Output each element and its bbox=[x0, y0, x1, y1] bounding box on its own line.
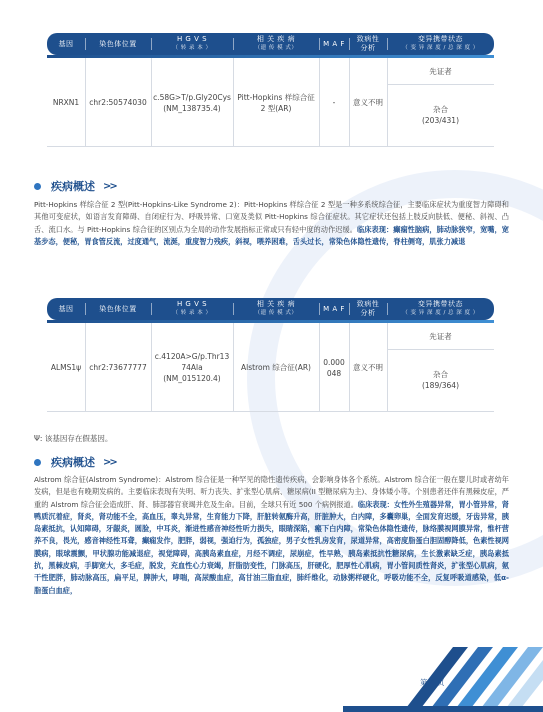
double-chevron-icon: >> bbox=[103, 180, 116, 192]
table-row-1 bbox=[47, 58, 494, 147]
header-gene: 基因 bbox=[58, 304, 74, 313]
row2-pathogenicity: 意义不明 bbox=[353, 363, 383, 372]
header-hgvs: H G V S （ 转 录 本 ） bbox=[172, 35, 212, 51]
header-hgvs: H G V S （ 转 录 本 ） bbox=[172, 300, 212, 316]
row1-locus: chr2:50574030 bbox=[89, 98, 147, 107]
header-carrier: 变异携带状态 （ 变 异 深 度 / 总 深 度 ） bbox=[402, 300, 479, 316]
row1-maf: - bbox=[332, 98, 336, 107]
header-maf: M A F bbox=[323, 304, 345, 313]
row2-gene: ALMS1ψ bbox=[50, 363, 82, 372]
row2-locus: chr2:73677777 bbox=[89, 363, 147, 372]
header-pathogenicity: 致病性 分析 bbox=[356, 300, 380, 317]
row2-disease: Alstrom 综合征(AR) bbox=[241, 363, 311, 372]
pseudogene-footnote: Ψ: 该基因存在假基因。 bbox=[34, 434, 113, 443]
row1-hgvs: c.58G>T/p.Gly20Cys (NM_138735.4) bbox=[153, 92, 231, 113]
bullet-dot-icon bbox=[34, 183, 41, 190]
row1-gene: NRXN1 bbox=[52, 98, 80, 107]
header-maf: M A F bbox=[323, 39, 345, 48]
page-number: 第 4 页 bbox=[420, 678, 445, 687]
corner-decoration bbox=[343, 592, 543, 712]
row2-maf: 0.000048 bbox=[323, 357, 345, 378]
row2-hgvs: c.4120A>G/p.Thr1374Ala (NM_015120.4) bbox=[154, 352, 230, 383]
row1-carrier: 杂合 (203/431) bbox=[421, 105, 459, 125]
bullet-dot-icon bbox=[34, 459, 41, 466]
table-header-2 bbox=[47, 298, 494, 320]
header-locus: 染色体位置 bbox=[99, 304, 137, 313]
section-text-1: Pitt-Hopkins 样综合征 2 型(Pitt-Hopkins-Like Syndrome 2)：Pitt-Hopkins 样综合征 2 型是一种多系统综合征，主要临床症状为重度智力障碍和其他可变症状，如语言发育障碍、自闭症行为、呼吸异常、口宽及类似 Pitt-Hopkins 综合征症状。其它症状还包括上肢反向肤低、便秘、斜视、凸舌、流口水。与 Pitt-Hopkins 综合征的区别点为全局的动作发展指标正常或只有轻中度的动作迟缓。临床表现：癫痫性脑病，肺动脉狭窄，宽嘴，宽基步态，便秘，胃食管反流，过度通气，流涎，重度智力残疾，斜视，喂养困难，舌头过长，常染色体隐性遗传，脊柱侧弯，肌张力减退 bbox=[34, 200, 509, 246]
header-gene: 基因 bbox=[58, 39, 74, 48]
double-chevron-icon: >> bbox=[103, 456, 116, 468]
section-text-2: Alstrom 综合征(Alstrom Syndrome)：Alstrom 综合征是一种罕见的隐性遗传疾病，会影响身体各个系统。Alstrom 综合征一般在婴儿时或者幼年发病，但是也有晚期发病的。主要临床表现有失明、听力丧失、扩张型心肌病、糖尿病(II 型糖尿病为主)、身体矮小等。个别患者还伴有黑棘皮症，严重的 Alstrom 综合征会造成肝、肾、肺部器官衰竭并危及生命。目前，全球只有近 500 个病例报道。临床表现：女性外生殖器异常，胃小管异常，肾鸭质沉着症，肾炎，肾功能不全，高血压，睾丸异常，生育能力下降，肝脏转氨酶升高，肝脏肿大，白内障，多囊卵巢，全面发育迟缓，牙齿异常，胰岛素抵抗，认知障碍，牙龈炎，圆脸，中耳炎，渐进性感音神经性听力损失，眼睛深陷，瘢下白内障，常染色体隐性遗传，脉络膜视网膜异常，惟杆营养不良，畏光，感音神经性耳聋，癫痫发作，肥胖，弱视，强迫行为，孤独症，男子女性乳房发育，尿道异常，高密度脂蛋白胆固醇降低，色素性视网膜病，眼球震颤，甲状腺功能减退症，视觉障碍，高胰岛素血症，月经不调症，尿崩症，性早熟，胰岛素抵抗性糖尿病，生长激素缺乏症，胰岛素抵抗，黑棘皮病，手脚宽大，多毛症，脱发，充血性心力衰竭，肝脂肪变性，门脉高压，肝硬化，肥厚性心肌病，胃小管间质性肾炎，扩张型心肌病，氨干性肥胖，肺动脉高压，扁平足，脾肿大，哮喘，高尿酸血症，高甘油三脂血症，肺纤维化，动脉粥样硬化，呼吸功能不全，反复呼吸道感染，低α-脂蛋白血症， bbox=[34, 475, 509, 595]
table-row-2 bbox=[47, 323, 494, 412]
row2-proband: 先证者 bbox=[429, 331, 452, 341]
header-carrier: 变异携带状态 （ 变 异 深 度 / 总 深 度 ） bbox=[402, 35, 479, 51]
section-title-2: 疾病概述 >> bbox=[34, 454, 116, 470]
row2-carrier: 杂合 (189/364) bbox=[421, 370, 459, 390]
row1-proband: 先证者 bbox=[429, 66, 452, 76]
row1-pathogenicity: 意义不明 bbox=[353, 98, 383, 107]
table-header-1 bbox=[47, 33, 494, 55]
row1-disease: Pitt-Hopkins 样综合征 2 型(AR) bbox=[237, 92, 315, 113]
header-locus: 染色体位置 bbox=[99, 39, 137, 48]
section-title-1: 疾病概述 >> bbox=[34, 178, 116, 194]
header-disease: 相 关 疾 病 （遗 传 模 式） bbox=[254, 35, 298, 51]
header-pathogenicity: 致病性 分析 bbox=[356, 35, 380, 52]
header-disease: 相 关 疾 病 （遗 传 模 式） bbox=[254, 300, 298, 316]
